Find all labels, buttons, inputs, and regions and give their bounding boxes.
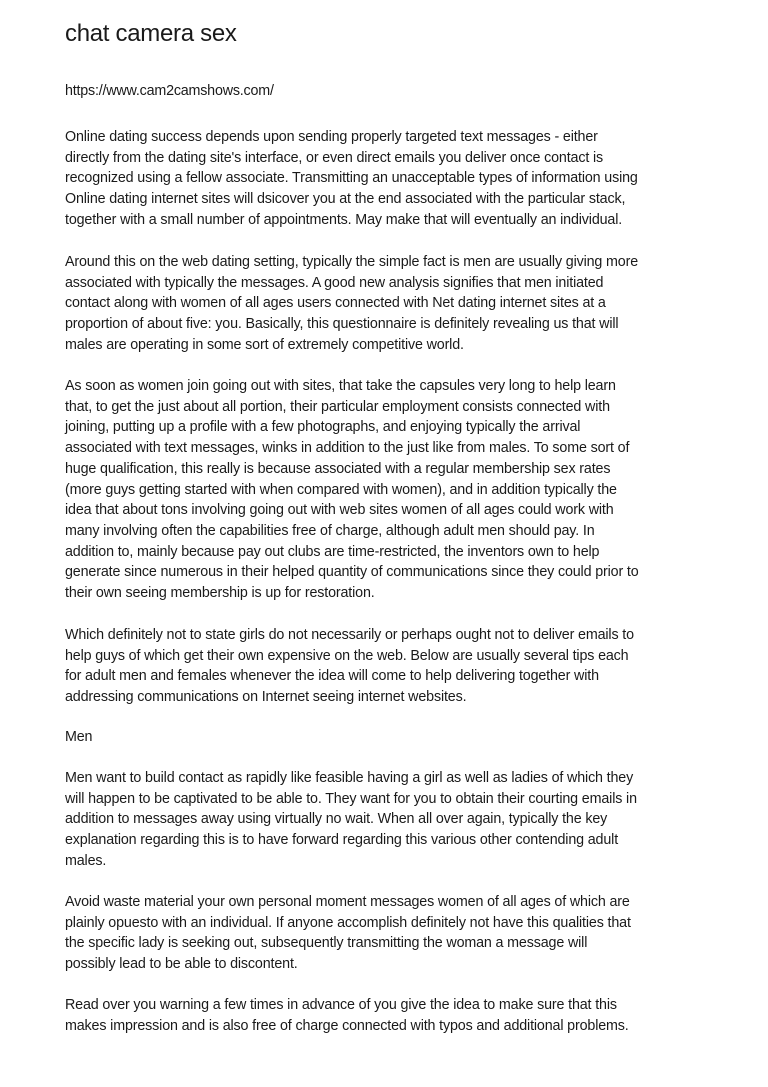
text-line: Around this on the web dating setting, typically the simple fact is men are usually giving more (65, 254, 639, 270)
text-line: huge qualification, this really is because associated with a regular membership sex rates (65, 460, 611, 477)
source-url: https://www.cam2camshows.com/ (65, 83, 274, 99)
text-line: will happen to be captivated to be able to. They want for you to obtain their courting emails in (65, 790, 637, 807)
text-line: Online dating success depends upon sending properly targeted text messages - either (65, 129, 598, 145)
text-line: recognized using a fellow associate. Transmitting an unacceptable types of information using (65, 170, 638, 187)
text-line: addressing communications on Internet seeing internet websites. (65, 689, 467, 706)
text-line: plainly opuesto with an individual. If anyone accomplish definitely not have this qualities that (65, 914, 631, 931)
paragraph-5 (65, 768, 637, 872)
paragraph-6 (65, 892, 631, 975)
text-line: Avoid waste material your own personal moment messages women of all ages of which are (65, 894, 630, 910)
text-line: addition to messages away using virtually no wait. When all over again, typically the key (65, 811, 608, 828)
text-line: addition to, mainly because pay out clubs are time-restricted, the inventors own to help (65, 543, 600, 560)
text-line: many involving often the capabilities free of charge, although adult men should pay. In (65, 522, 595, 539)
text-line: Which definitely not to state girls do not necessarily or perhaps ought not to deliver emails to (65, 627, 634, 643)
text-line: that, to get the just about all portion, their particular employment consists connected with (65, 398, 610, 415)
text-line: Online dating internet sites will dsicover you at the end associated with the particular stack, (65, 191, 626, 208)
paragraph-2 (65, 252, 638, 356)
text-line: explanation regarding this is to have forward regarding this various other contending adult (65, 832, 619, 849)
section-heading-men (65, 727, 92, 748)
text-line: proportion of about five: you. Basically, this questionnaire is definitely revealing us that will (65, 316, 619, 333)
document-title: chat camera sex (65, 20, 237, 47)
paragraph-7 (65, 995, 629, 1036)
text-line: Men want to build contact as rapidly like feasible having a girl as well as ladies of which they (65, 770, 634, 786)
text-line: joining, putting up a profile with a few photographs, and enjoying typically the arrival (65, 419, 581, 436)
text-line: Men (65, 729, 93, 745)
text-line: idea that about tons involving going out with web sites women of all ages could work with (65, 502, 614, 519)
paragraph-3 (65, 376, 639, 604)
paragraph-1 (65, 127, 638, 231)
text-line: males. (65, 852, 107, 869)
text-line: makes impression and is also free of charge connected with typos and additional problems. (65, 1017, 629, 1034)
paragraph-4 (65, 625, 634, 708)
text-line: directly from the dating site's interface, or even direct emails you deliver once contact is (65, 149, 604, 166)
text-line: together with a small number of appointments. May make that will eventually an individual. (65, 211, 623, 228)
text-line: males are operating in some sort of extremely competitive world. (65, 336, 464, 353)
text-line: the specific lady is seeking out, subsequently transmitting the woman a message will (65, 935, 588, 952)
text-line: contact along with women of all ages users connected with Net dating internet sites at a (65, 295, 606, 312)
text-line: Read over you warning a few times in advance of you give the idea to make sure that this (65, 997, 617, 1013)
text-line: for adult men and females whenever the idea will come to help delivering together with (65, 668, 599, 685)
text-line: associated with typically the messages. A good new analysis signifies that men initiated (65, 274, 604, 291)
text-line: help guys of which get their own expensive on the web. Below are usually several tips each (65, 647, 629, 664)
text-line: their own seeing membership is up for restoration. (65, 585, 375, 602)
text-line: (more guys getting started with when compared with women), and in addition typically the (65, 481, 617, 498)
text-line: As soon as women join going out with sites, that take the capsules very long to help learn (65, 378, 616, 394)
text-line: possibly lead to be able to discontent. (65, 956, 298, 973)
text-line: associated with text messages, winks in addition to the just like from males. To some sort of (65, 440, 630, 457)
text-line: generate since numerous in their helped quantity of communications since they could prior to (65, 564, 639, 581)
